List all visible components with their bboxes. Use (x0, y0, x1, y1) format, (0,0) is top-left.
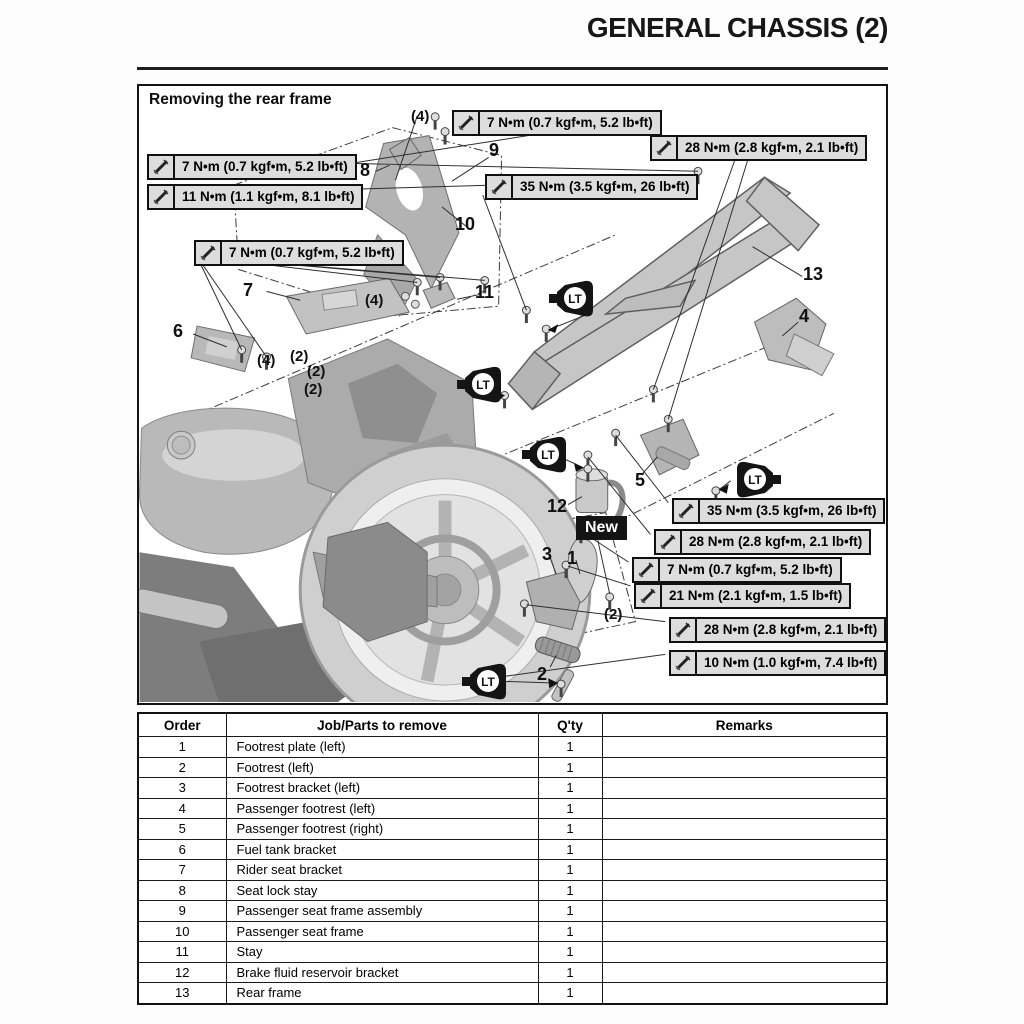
qty-cell: 1 (538, 983, 602, 1004)
remarks-cell (602, 942, 887, 963)
torque-callout (669, 650, 886, 676)
remarks-cell (602, 798, 887, 819)
torque-value: 7 N•m (0.7 kgf•m, 5.2 lb•ft) (667, 562, 833, 577)
part-number-label: 8 (360, 160, 371, 180)
part-number-label: 10 (455, 214, 476, 234)
qty-cell: 1 (538, 942, 602, 963)
torque-wrench-icon (149, 186, 175, 208)
page-title: GENERAL CHASSIS (2) (586, 12, 888, 43)
job-cell: Stay (226, 942, 538, 963)
job-cell: Passenger footrest (left) (226, 798, 538, 819)
part-number-label: 6 (173, 321, 184, 341)
torque-callout (654, 529, 871, 555)
part-number-label: 1 (567, 548, 578, 568)
order-cell: 12 (138, 962, 226, 983)
table-header-row (138, 713, 887, 737)
remarks-cell (602, 921, 887, 942)
qty-cell: 1 (538, 880, 602, 901)
order-cell: 4 (138, 798, 226, 819)
order-cell: 8 (138, 880, 226, 901)
job-cell: Passenger seat frame (226, 921, 538, 942)
quantity-label: (4) (257, 352, 276, 369)
remarks-cell (602, 839, 887, 860)
torque-value: 28 N•m (2.8 kgf•m, 2.1 lb•ft) (685, 140, 859, 155)
torque-wrench-icon (671, 619, 697, 641)
remarks-cell (602, 983, 887, 1004)
remarks-cell (602, 737, 887, 758)
qty-cell: 1 (538, 798, 602, 819)
torque-wrench-icon (656, 531, 682, 553)
torque-callout (147, 154, 357, 180)
torque-value: 28 N•m (2.8 kgf•m, 2.1 lb•ft) (689, 534, 863, 549)
quantity-label: (4) (411, 108, 430, 125)
order-cell: 6 (138, 839, 226, 860)
table-row (138, 983, 887, 1004)
job-cell: Brake fluid reservoir bracket (226, 962, 538, 983)
job-cell: Seat lock stay (226, 880, 538, 901)
job-cell: Rear frame (226, 983, 538, 1004)
order-cell: 1 (138, 737, 226, 758)
table-row (138, 860, 887, 881)
quantity-label: (2) (290, 348, 309, 365)
qty-cell: 1 (538, 962, 602, 983)
loctite-label: LT (748, 473, 762, 487)
order-cell: 7 (138, 860, 226, 881)
job-cell: Footrest plate (left) (226, 737, 538, 758)
torque-callout (147, 184, 363, 210)
torque-wrench-icon (671, 652, 697, 674)
col-header-remarks: Remarks (602, 713, 887, 737)
table-row (138, 962, 887, 983)
job-cell: Passenger seat frame assembly (226, 901, 538, 922)
loctite-icon (549, 279, 595, 319)
loctite-label: LT (541, 448, 555, 462)
order-cell: 13 (138, 983, 226, 1004)
part-number-label: 3 (542, 544, 553, 564)
diagram-title: Removing the rear frame (149, 91, 332, 108)
table-row (138, 921, 887, 942)
part-number-label: 9 (489, 140, 500, 160)
quantity-label: (4) (365, 292, 384, 309)
table-row (138, 880, 887, 901)
torque-value: 11 N•m (1.1 kgf•m, 8.1 lb•ft) (182, 189, 355, 204)
table-row (138, 901, 887, 922)
part-number-label: 12 (547, 496, 568, 516)
job-cell: Footrest bracket (left) (226, 778, 538, 799)
torque-wrench-icon (149, 156, 175, 178)
remarks-cell (602, 901, 887, 922)
order-cell: 2 (138, 757, 226, 778)
torque-wrench-icon (652, 137, 678, 159)
job-cell: Footrest (left) (226, 757, 538, 778)
table-row (138, 778, 887, 799)
quantity-label: (2) (604, 606, 623, 623)
loctite-label: LT (481, 675, 495, 689)
remarks-cell (602, 757, 887, 778)
torque-callout (672, 498, 885, 524)
table-row (138, 737, 887, 758)
new-part-label: New (576, 516, 627, 540)
torque-wrench-icon (454, 112, 480, 134)
part-number-label: 5 (635, 470, 646, 490)
torque-callout (634, 583, 851, 609)
job-cell: Rider seat bracket (226, 860, 538, 881)
qty-cell: 1 (538, 921, 602, 942)
torque-wrench-icon (487, 176, 513, 198)
order-cell: 11 (138, 942, 226, 963)
torque-value: 7 N•m (0.7 kgf•m, 5.2 lb•ft) (487, 115, 653, 130)
torque-value: 10 N•m (1.0 kgf•m, 7.4 lb•ft) (704, 655, 878, 670)
torque-value: 7 N•m (0.7 kgf•m, 5.2 lb•ft) (182, 159, 348, 174)
remarks-cell (602, 962, 887, 983)
remarks-cell (602, 880, 887, 901)
qty-cell: 1 (538, 737, 602, 758)
part-number-label: 13 (803, 264, 824, 284)
table-row (138, 839, 887, 860)
table-row (138, 757, 887, 778)
qty-cell: 1 (538, 839, 602, 860)
col-header-order: Order (138, 713, 226, 737)
torque-value: 28 N•m (2.8 kgf•m, 2.1 lb•ft) (704, 622, 878, 637)
remarks-cell (602, 860, 887, 881)
quantity-label: (2) (304, 381, 323, 398)
parts-table (137, 712, 888, 1005)
order-cell: 3 (138, 778, 226, 799)
part-number-label: 11 (475, 282, 495, 302)
quantity-label: (2) (307, 363, 326, 380)
qty-cell: 1 (538, 860, 602, 881)
order-cell: 9 (138, 901, 226, 922)
torque-callout (485, 174, 698, 200)
torque-callout (669, 617, 886, 643)
part-number-label: 2 (537, 664, 548, 684)
torque-value: 35 N•m (3.5 kgf•m, 26 lb•ft) (707, 503, 877, 518)
part-number-label: 7 (243, 280, 254, 300)
job-cell: Fuel tank bracket (226, 839, 538, 860)
part-number-label: 4 (799, 306, 810, 326)
loctite-label: LT (568, 292, 582, 306)
torque-callout (650, 135, 867, 161)
qty-cell: 1 (538, 778, 602, 799)
title-rule (137, 67, 888, 70)
torque-callout (194, 240, 404, 266)
torque-callout (452, 110, 662, 136)
qty-cell: 1 (538, 819, 602, 840)
loctite-icon (462, 662, 508, 702)
job-cell: Passenger footrest (right) (226, 819, 538, 840)
loctite-label: LT (476, 378, 490, 392)
torque-wrench-icon (636, 585, 662, 607)
table-row (138, 942, 887, 963)
torque-value: 7 N•m (0.7 kgf•m, 5.2 lb•ft) (229, 245, 395, 260)
torque-wrench-icon (196, 242, 222, 264)
remarks-cell (602, 819, 887, 840)
torque-wrench-icon (674, 500, 700, 522)
torque-callout (632, 557, 842, 583)
torque-value: 35 N•m (3.5 kgf•m, 26 lb•ft) (520, 179, 690, 194)
order-cell: 5 (138, 819, 226, 840)
col-header-job: Job/Parts to remove (226, 713, 538, 737)
table-row (138, 819, 887, 840)
qty-cell: 1 (538, 901, 602, 922)
loctite-icon (735, 460, 781, 500)
remarks-cell (602, 778, 887, 799)
torque-wrench-icon (634, 559, 660, 581)
qty-cell: 1 (538, 757, 602, 778)
loctite-icon (457, 365, 503, 405)
order-cell: 10 (138, 921, 226, 942)
col-header-qty: Q'ty (538, 713, 602, 737)
table-row (138, 798, 887, 819)
exploded-diagram-panel (137, 84, 888, 705)
torque-value: 21 N•m (2.1 kgf•m, 1.5 lb•ft) (669, 588, 843, 603)
loctite-icon (522, 435, 568, 475)
